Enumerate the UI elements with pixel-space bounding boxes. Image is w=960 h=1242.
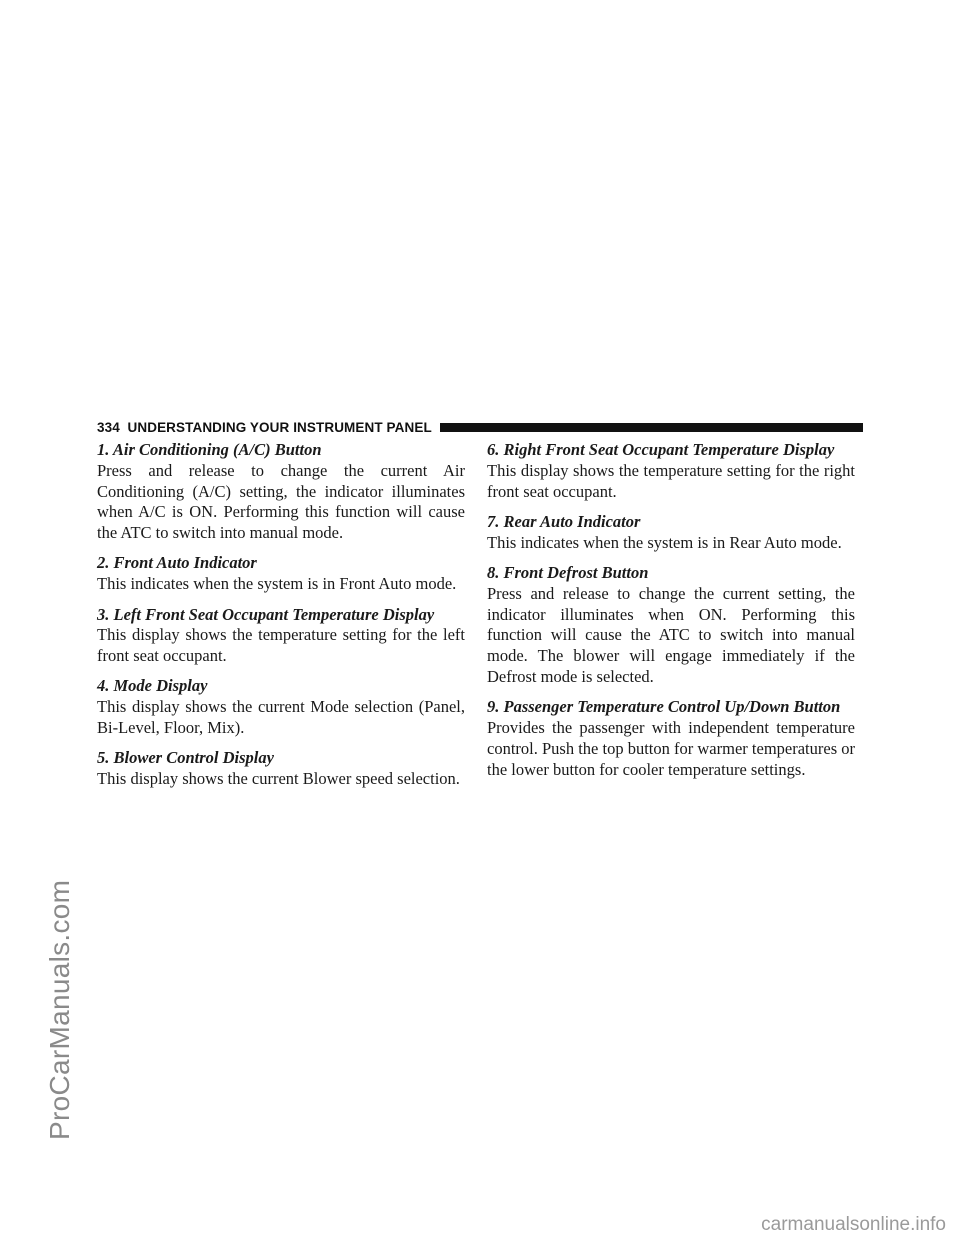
section-passenger-temp-control bbox=[487, 697, 855, 780]
section-body: This display shows the temperature setting for the right front seat occupant. bbox=[487, 460, 855, 501]
section-body: Provides the passenger with independent temperature control. Push the top button for warmer temperatures or the lower button for cooler temperature settings. bbox=[487, 718, 855, 779]
section-title: 9. Passenger Temperature Control Up/Down Button bbox=[487, 697, 841, 717]
section-body: This display shows the current Blower speed selection. bbox=[97, 769, 460, 789]
section-title: 2. Front Auto Indicator bbox=[97, 553, 257, 573]
chapter-title: UNDERSTANDING YOUR INSTRUMENT PANEL bbox=[127, 419, 432, 435]
header-rule bbox=[440, 423, 863, 432]
section-body: Press and release to change the current Air Conditioning (A/C) setting, the indicator illuminates when A/C is ON. Performing this function will cause the ATC to switch into manual mode. bbox=[97, 460, 465, 543]
section-title: 3. Left Front Seat Occupant Temperature Display bbox=[97, 604, 435, 624]
section-front-auto-indicator bbox=[97, 553, 465, 595]
section-right-temp-display bbox=[487, 440, 855, 502]
section-body: This indicates when the system is in Front Auto mode. bbox=[97, 574, 457, 594]
section-body: Press and release to change the current setting, the indicator illuminates when ON. Performing this function will cause the ATC to switch into manual mode. The blower will engage immediately if the Defrost mode is selected. bbox=[487, 583, 855, 686]
section-title: 7. Rear Auto Indicator bbox=[487, 511, 641, 531]
section-front-defrost-button bbox=[487, 563, 855, 688]
section-body: This display shows the current Mode selection (Panel, Bi-Level, Floor, Mix). bbox=[97, 697, 465, 738]
left-column bbox=[97, 440, 465, 799]
section-title: 8. Front Defrost Button bbox=[487, 562, 649, 582]
section-body: This indicates when the system is in Rear Auto mode. bbox=[487, 532, 842, 552]
side-watermark: ProCarManuals.com bbox=[44, 879, 75, 1140]
header-label bbox=[97, 420, 432, 435]
section-title: 1. Air Conditioning (A/C) Button bbox=[97, 440, 322, 459]
section-mode-display bbox=[97, 676, 465, 738]
page-header bbox=[97, 419, 863, 435]
bottom-watermark: carmanualsonline.info bbox=[761, 1214, 946, 1235]
page-number: 334 bbox=[97, 419, 120, 435]
section-title: 5. Blower Control Display bbox=[97, 748, 274, 768]
section-rear-auto-indicator bbox=[487, 512, 855, 554]
section-body: This display shows the temperature setting for the left front seat occupant. bbox=[97, 625, 465, 666]
section-blower-display bbox=[97, 748, 465, 790]
right-column bbox=[487, 440, 855, 790]
section-title: 4. Mode Display bbox=[97, 676, 208, 696]
section-ac-button bbox=[97, 440, 465, 544]
section-left-temp-display bbox=[97, 605, 465, 667]
section-title: 6. Right Front Seat Occupant Temperature Display bbox=[487, 440, 835, 459]
